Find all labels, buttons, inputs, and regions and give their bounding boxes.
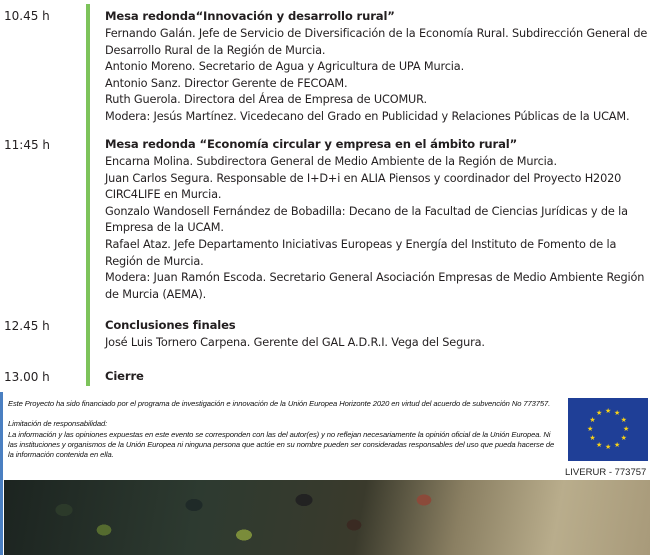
star-icon: ★ xyxy=(596,409,603,418)
star-icon: ★ xyxy=(589,434,596,442)
speaker: Encarna Molina. Subdirectora General de Medio Ambiente de la Región de Murcia. xyxy=(105,155,557,168)
speaker: Rafael Ataz. Jefe Departamento Iniciativas Europeas y Energía del Instituto de Fomento de la Región de Murcia. xyxy=(105,237,617,268)
moderator: Modera: Juan Ramón Escoda. Secretario General Asociación Empresas de Medio Ambiente Región de Murcia (AEMA). xyxy=(105,271,645,301)
timeline-bar xyxy=(86,4,90,386)
session-title: Mesa redonda“Innovación y desarrollo rural” xyxy=(105,9,395,23)
time-1: 10.45 h xyxy=(4,9,50,23)
disclaimer-title: Limitación de responsabilidad: xyxy=(8,419,108,429)
session-title: Cierre xyxy=(105,369,144,383)
star-icon: ★ xyxy=(620,416,627,424)
star-icon: ★ xyxy=(596,440,603,449)
session-1 xyxy=(105,8,650,126)
session-title: Conclusiones finales xyxy=(105,318,236,332)
speaker: Antonio Moreno. Secretario de Agua y Agricultura de UPA Murcia. xyxy=(105,60,465,74)
speaker: Gonzalo Wandosell Fernández de Bobadilla: Decano de la Facultad de Ciencias Jurídicas y de la Empresa de la UCAM. xyxy=(105,204,628,235)
star-icon: ★ xyxy=(620,434,627,442)
session-2 xyxy=(105,136,650,303)
footer-accent-line xyxy=(0,392,3,555)
session-title: Mesa redonda “Economía circular y empresa en el ámbito rural” xyxy=(105,137,518,151)
speaker: Juan Carlos Segura. Responsable de I+D+i en ALIA Piensos y coordinador del Proyecto H2020 CIRC4LIFE en Murcia. xyxy=(105,171,622,202)
speaker: Antonio Sanz. Director Gerente de FECOAM. xyxy=(105,76,348,90)
speaker: Ruth Guerola. Directora del Área de Empresa de UCOMUR. xyxy=(105,93,427,107)
time-4: 13.00 h xyxy=(4,370,50,384)
moderator: Modera: Jesús Martínez. Vicedecano del Grado en Publicidad y Relaciones Públicas de la UCAM. xyxy=(105,109,630,123)
star-icon: ★ xyxy=(589,416,596,424)
olives-photo xyxy=(4,480,650,555)
star-icon: ★ xyxy=(614,440,621,449)
funding-note: Este Proyecto ha sido financiado por el programa de investigación e innovación de la Unión Europea Horizonte 2020 en virtud del acuerdo de subvención No 773757. xyxy=(8,399,551,408)
speaker: Fernando Galán. Jefe de Servicio de Diversificación de la Economía Rural. Subdirección General de Desarrollo Rural de la Región de Murcia. xyxy=(105,27,648,57)
speaker: José Luis Tornero Carpena. Gerente del GAL A.D.R.I. Vega del Segura. xyxy=(105,336,485,349)
session-3 xyxy=(105,317,650,352)
eu-flag-icon xyxy=(568,398,648,461)
star-icon: ★ xyxy=(605,443,612,451)
star-icon: ★ xyxy=(614,409,621,418)
time-2: 11:45 h xyxy=(4,138,51,152)
disclaimer-text: La información y las opiniones expuestas en este evento se corresponden con las del autor(es) y no reflejan necesariamente la opinión oficial de la Unión Europea. Ni las instituciones y organismos de la Unión Europea ni ninguna persona que actúe en su nombre pueden ser consideradas responsables del uso que pueda hacerse de la información contenida en ella. xyxy=(8,429,555,460)
time-3: 12.45 h xyxy=(4,319,50,333)
star-icon: ★ xyxy=(605,407,612,415)
session-4 xyxy=(105,368,650,386)
footer-text xyxy=(8,399,556,460)
star-icon: ★ xyxy=(587,425,594,433)
project-code: LIVERUR - 773757 xyxy=(565,467,647,478)
star-icon: ★ xyxy=(623,425,630,433)
